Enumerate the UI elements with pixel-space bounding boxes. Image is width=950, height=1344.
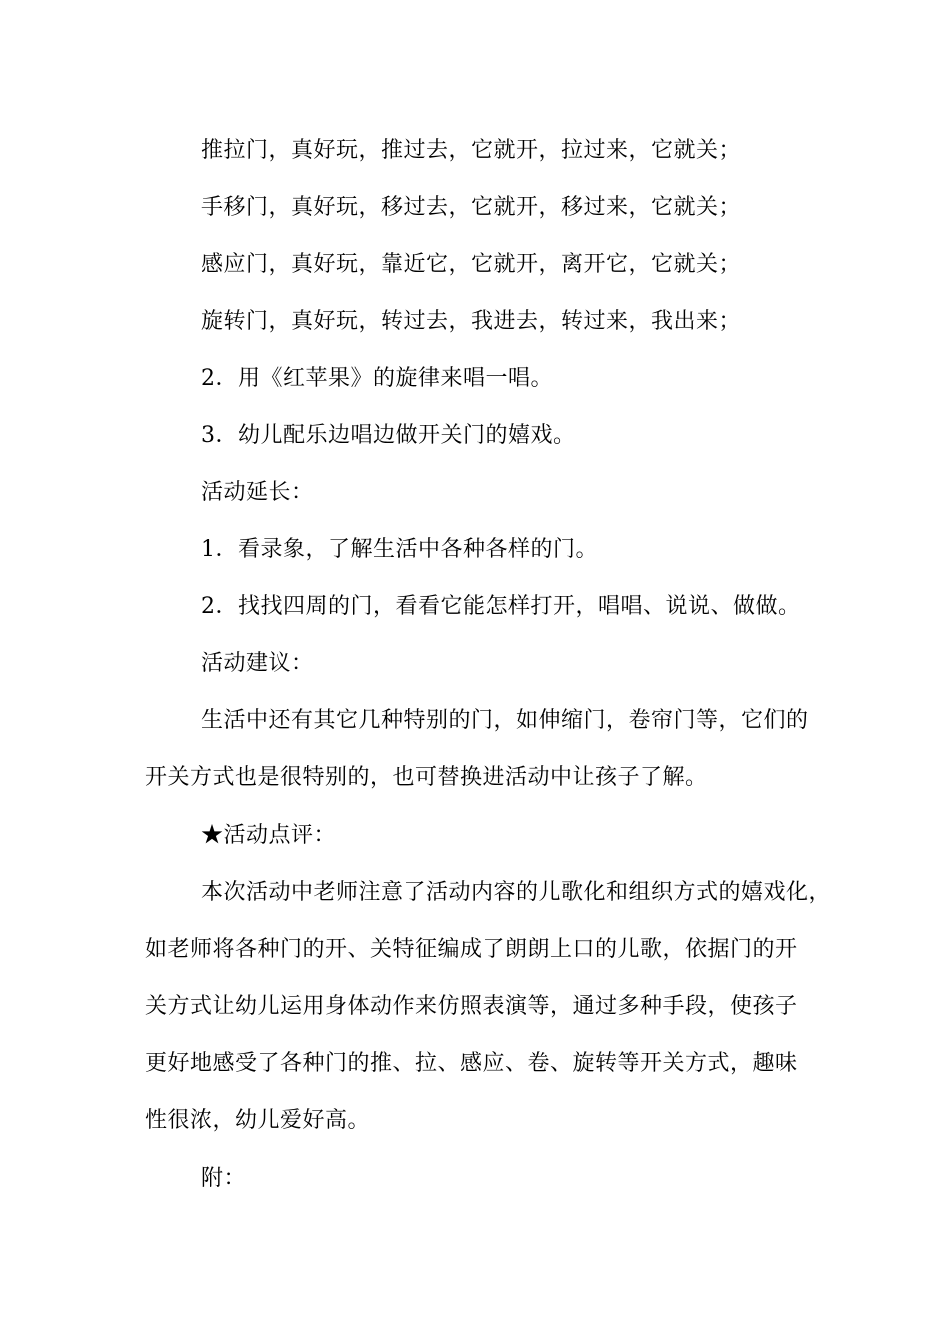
- step-3-text: 3．幼儿配乐边唱边做开关门的嬉戏。: [201, 423, 576, 448]
- comment-paragraph-line-5: 性很浓，幼儿爱好高。: [145, 1108, 371, 1133]
- suggestion-paragraph-line-1: 生活中还有其它几种特别的门，如伸缩门，卷帘门等，它们的: [201, 708, 809, 733]
- rhyme-line-revolving-door: 旋转门，真好玩，转过去，我进去，转过来，我出来；: [201, 309, 742, 334]
- extension-item-1: 1．看录象，了解生活中各种各样的门。: [201, 537, 598, 562]
- rhyme-line-sliding-door: 手移门，真好玩，移过去，它就开，移过来，它就关；: [201, 195, 742, 220]
- step-2-text: 2．用《红苹果》的旋律来唱一唱。: [201, 366, 553, 391]
- comment-paragraph-line-3: 关方式让幼儿运用身体动作来仿照表演等，通过多种手段，使孩子: [145, 994, 798, 1019]
- suggestion-paragraph-line-2: 开关方式也是很特别的，也可替换进活动中让孩子了解。: [145, 765, 708, 790]
- comment-paragraph-line-2: 如老师将各种门的开、关特征编成了朗朗上口的儿歌，依据门的开: [145, 937, 798, 962]
- appendix-heading: 附：: [201, 1166, 247, 1191]
- section-heading-extension: 活动延长：: [201, 480, 314, 505]
- extension-item-2: 2．找找四周的门，看看它能怎样打开，唱唱、说说、做做。: [201, 594, 801, 619]
- section-heading-comment: ★活动点评：: [201, 823, 337, 848]
- rhyme-line-push-pull-door: 推拉门，真好玩，推过去，它就开，拉过来，它就关；: [201, 138, 742, 163]
- comment-paragraph-line-1: 本次活动中老师注意了活动内容的儿歌化和组织方式的嬉戏化，: [201, 880, 832, 905]
- rhyme-line-sensor-door: 感应门，真好玩，靠近它，它就开，离开它，它就关；: [201, 252, 742, 277]
- section-heading-suggestion: 活动建议：: [201, 651, 314, 676]
- comment-paragraph-line-4: 更好地感受了各种门的推、拉、感应、卷、旋转等开关方式，趣味: [145, 1051, 798, 1076]
